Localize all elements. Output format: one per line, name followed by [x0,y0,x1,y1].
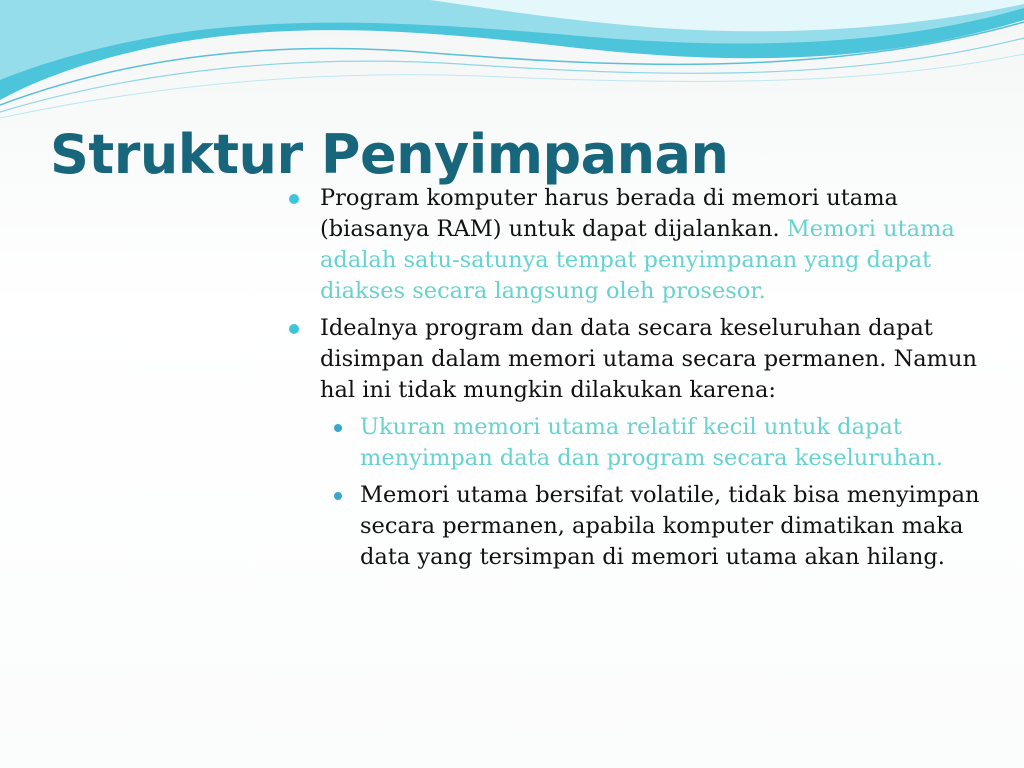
bullet-list [286,183,986,573]
decorative-wave-header [0,0,1024,130]
sub-bullet-item-1 [326,412,986,474]
bullet-dot-icon [289,324,299,334]
slide-content [286,183,986,579]
bullet-2-text: Idealnya program dan data secara keseluruhan dapat disimpan dalam memori utama secara permanen. Namun hal ini tidak mungkin dilakukan karena: [320,315,977,403]
bullet-dot-icon [289,194,299,204]
bullet-item-1 [286,183,986,307]
sub-bullet-1-text: Ukuran memori utama relatif kecil untuk dapat menyimpan data dan program secara keseluruhan. [360,414,943,471]
sub-bullet-dot-icon [334,424,342,432]
sub-bullet-list [326,412,986,573]
sub-bullet-2-text: Memori utama bersifat volatile, tidak bisa menyimpan secara permanen, apabila komputer dimatikan maka data yang tersimpan di memori utama akan hilang. [360,482,980,570]
bullet-1-highlight: Memori utama adalah satu-satunya tempat penyimpanan yang dapat diakses secara langsung oleh prosesor. [320,216,955,304]
sub-bullet-dot-icon [334,492,342,500]
sub-bullet-item-2 [326,480,986,573]
bullet-item-2 [286,313,986,573]
slide-title: Struktur Penyimpanan [50,123,729,186]
bullet-1-text: Program komputer harus berada di memori utama (biasanya RAM) untuk dapat dijalankan. [320,185,898,242]
